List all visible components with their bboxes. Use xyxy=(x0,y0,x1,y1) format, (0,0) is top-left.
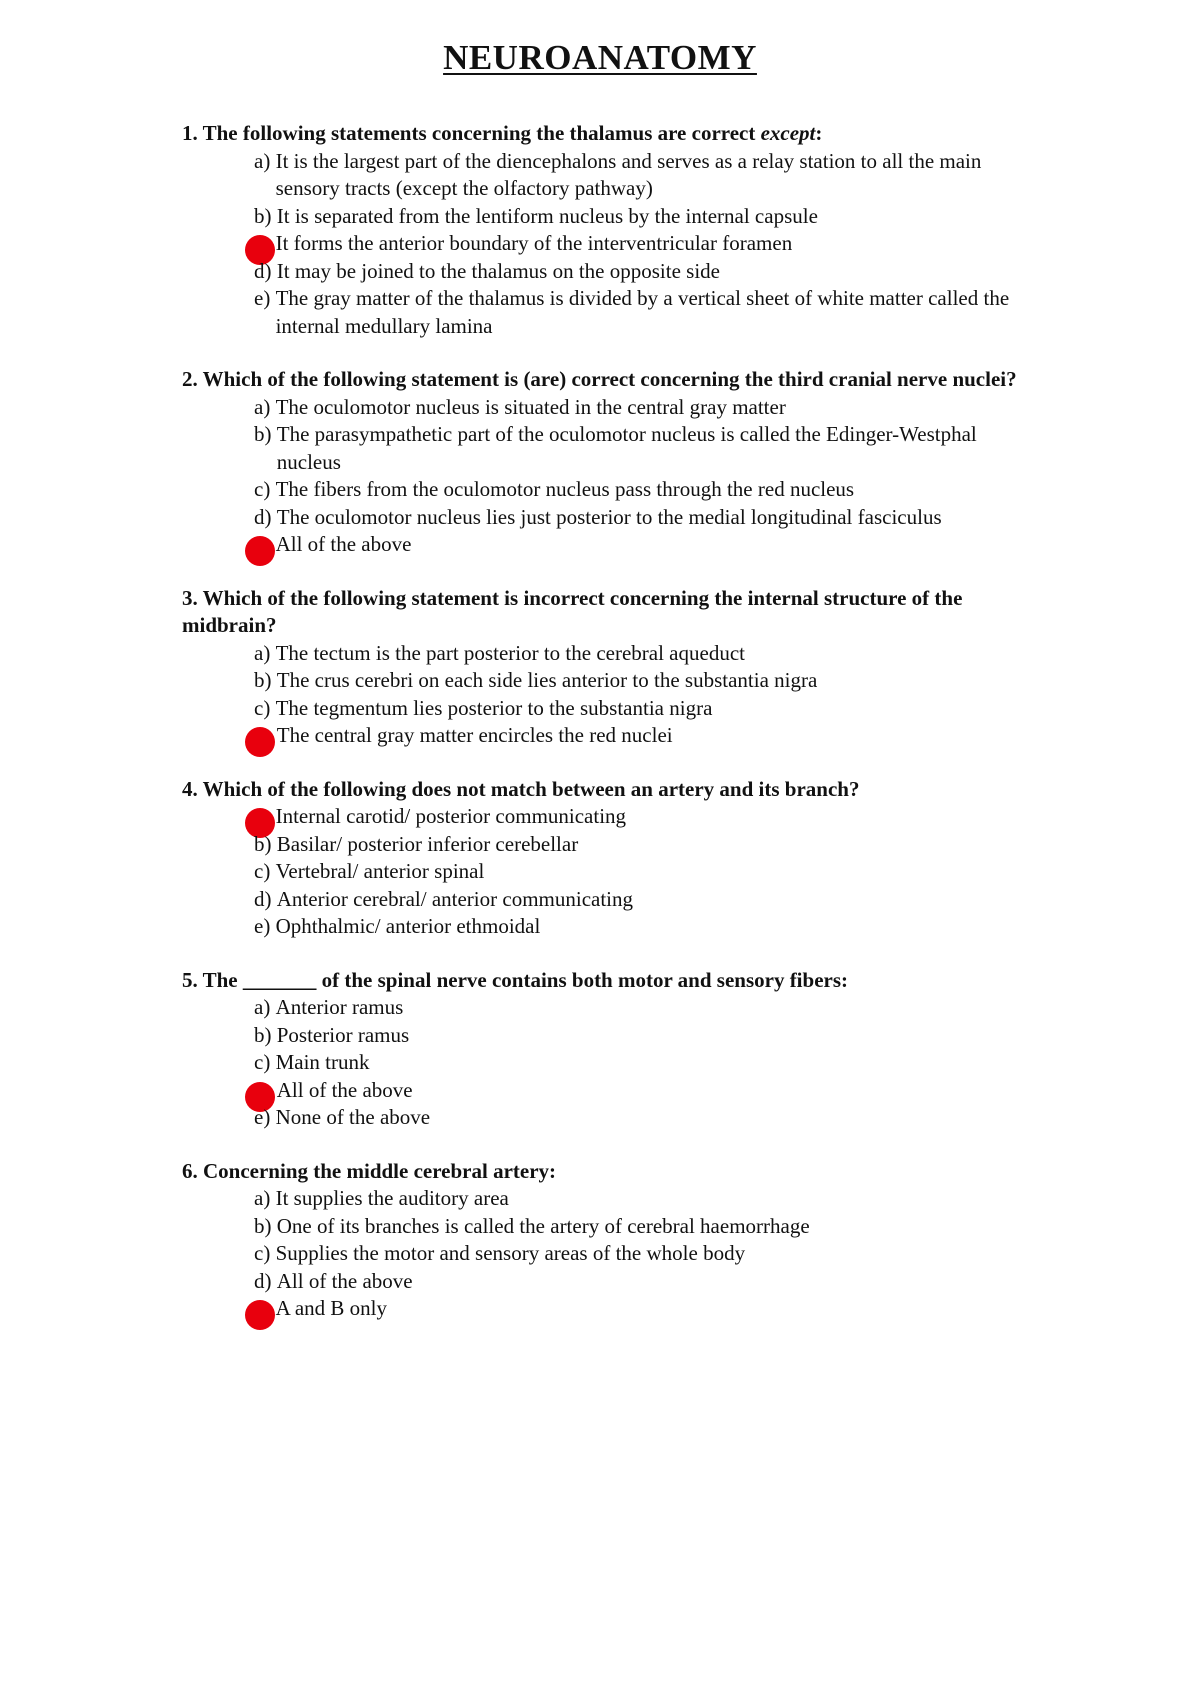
question-stem xyxy=(182,1158,1042,1186)
option-2 xyxy=(254,1022,1024,1050)
option-text: Supplies the motor and sensory areas of the whole body xyxy=(275,1241,746,1265)
question-text: Which of the following does not match between an artery and its branch? xyxy=(202,776,860,801)
option-text: It supplies the auditory area xyxy=(275,1186,509,1210)
question-stem xyxy=(182,967,1042,995)
option-list xyxy=(0,1185,1200,1323)
option-letter: c) xyxy=(254,477,271,501)
option-3 xyxy=(254,230,1024,258)
option-letter: c) xyxy=(254,695,271,720)
option-letter: c) xyxy=(254,1050,271,1074)
option-4 xyxy=(254,1077,1024,1105)
question-stem xyxy=(182,585,1042,640)
option-text: Posterior ramus xyxy=(276,1022,410,1047)
option-4 xyxy=(254,258,1024,286)
option-letter: b) xyxy=(254,831,272,856)
option-list xyxy=(0,148,1200,341)
option-letter: e) xyxy=(254,914,271,938)
option-letter: a) xyxy=(254,148,271,173)
option-text: It may be joined to the thalamus on the opposite side xyxy=(276,258,720,283)
option-2 xyxy=(254,667,1024,695)
option-text: Vertebral/ anterior spinal xyxy=(275,859,485,883)
option-text: Anterior cerebral/ anterior communicating xyxy=(276,886,634,911)
question-text: The following statements concerning the thalamus are correct xyxy=(202,121,756,145)
option-3 xyxy=(254,1049,1024,1077)
option-letter: a) xyxy=(254,1186,271,1210)
option-letter: b) xyxy=(254,422,272,446)
option-text: All of the above xyxy=(276,1268,413,1293)
question-3 xyxy=(0,585,1200,750)
option-letter: d) xyxy=(254,886,272,911)
question-stem xyxy=(182,776,1042,804)
option-list xyxy=(0,994,1200,1132)
answer-marker-dot xyxy=(245,536,275,566)
option-letter: d) xyxy=(254,258,272,283)
option-2 xyxy=(254,203,1024,231)
option-5 xyxy=(254,913,1024,941)
option-text: The oculomotor nucleus lies just posterior to the medial longitudinal fasciculus xyxy=(276,504,942,529)
answer-marker-dot xyxy=(245,727,275,757)
question-number: 6. xyxy=(182,1158,198,1183)
option-text: All of the above xyxy=(275,532,412,556)
question-text: The _______ of the spinal nerve contains both motor and sensory fibers: xyxy=(202,967,849,992)
option-text: All of the above xyxy=(276,1077,413,1102)
option-1 xyxy=(254,1185,1024,1213)
question-6 xyxy=(0,1158,1200,1323)
question-text: Which of the following statement is incorrect concerning the internal structure of the midbrain? xyxy=(182,585,963,637)
question-number: 1. xyxy=(182,121,198,145)
question-4 xyxy=(0,776,1200,941)
question-suffix: : xyxy=(549,1158,557,1183)
option-text: The oculomotor nucleus is situated in the central gray matter xyxy=(275,394,786,419)
option-letter: e) xyxy=(254,1105,271,1129)
option-text: The crus cerebri on each side lies anterior to the substantia nigra xyxy=(276,668,818,692)
question-text: Concerning the middle cerebral artery xyxy=(203,1158,550,1183)
option-text: None of the above xyxy=(275,1105,431,1129)
option-text: The tectum is the part posterior to the cerebral aqueduct xyxy=(275,640,745,665)
question-number: 5. xyxy=(182,967,198,992)
option-5 xyxy=(254,531,1024,559)
option-2 xyxy=(254,1213,1024,1241)
option-letter: b) xyxy=(254,668,272,692)
option-text: It is the largest part of the diencephalons and serves as a relay station to all the main sensory tracts (except the olfactory pathway) xyxy=(275,148,982,200)
option-text: The parasympathetic part of the oculomotor nucleus is called the Edinger-Westphal nucleus xyxy=(276,422,977,474)
option-5 xyxy=(254,1104,1024,1132)
option-letter: d) xyxy=(254,504,272,529)
question-suffix: : xyxy=(815,121,823,145)
question-stem xyxy=(182,120,1042,148)
option-letter: c) xyxy=(254,859,271,883)
option-letter: c) xyxy=(254,1241,271,1265)
answer-marker-dot xyxy=(245,1300,275,1330)
question-emphasis: except xyxy=(760,121,816,145)
option-1 xyxy=(254,394,1024,422)
question-number: 3. xyxy=(182,585,198,610)
option-2 xyxy=(254,831,1024,859)
option-text: The gray matter of the thalamus is divided by a vertical sheet of white matter called the internal medullary lamina xyxy=(275,286,1010,338)
option-text: A and B only xyxy=(275,1296,387,1320)
option-text: One of its branches is called the artery of cerebral haemorrhage xyxy=(276,1213,810,1238)
question-stem xyxy=(182,366,1042,394)
option-4 xyxy=(254,504,1024,532)
option-1 xyxy=(254,640,1024,668)
option-letter: a) xyxy=(254,995,271,1019)
option-2 xyxy=(254,421,1024,476)
option-3 xyxy=(254,695,1024,723)
option-text: It forms the anterior boundary of the interventricular foramen xyxy=(275,231,793,255)
option-text: The tegmentum lies posterior to the substantia nigra xyxy=(275,695,713,720)
document-title: NEUROANATOMY xyxy=(443,38,757,77)
option-letter: a) xyxy=(254,640,271,665)
option-letter: b) xyxy=(254,1213,272,1238)
question-5 xyxy=(0,967,1200,1132)
option-1 xyxy=(254,803,1024,831)
question-number: 2. xyxy=(182,367,198,391)
option-3 xyxy=(254,858,1024,886)
option-list xyxy=(0,394,1200,559)
option-text: Ophthalmic/ anterior ethmoidal xyxy=(275,914,541,938)
option-1 xyxy=(254,148,1024,203)
option-letter: a) xyxy=(254,394,271,419)
option-4 xyxy=(254,886,1024,914)
option-text: Anterior ramus xyxy=(275,995,404,1019)
question-number: 4. xyxy=(182,776,198,801)
option-text: Internal carotid/ posterior communicating xyxy=(275,804,627,828)
option-letter: d) xyxy=(254,1268,272,1293)
option-letter: b) xyxy=(254,203,272,228)
option-4 xyxy=(254,722,1024,750)
option-3 xyxy=(254,1240,1024,1268)
question-1 xyxy=(0,120,1200,340)
option-text: The central gray matter encircles the red nuclei xyxy=(276,723,673,747)
option-list xyxy=(0,640,1200,750)
option-letter: e) xyxy=(254,286,271,310)
option-text: Basilar/ posterior inferior cerebellar xyxy=(276,831,579,856)
option-text: Main trunk xyxy=(275,1050,370,1074)
option-text: It is separated from the lentiform nucleus by the internal capsule xyxy=(276,203,818,228)
option-3 xyxy=(254,476,1024,504)
option-letter: b) xyxy=(254,1022,272,1047)
option-5 xyxy=(254,285,1024,340)
option-text: The fibers from the oculomotor nucleus pass through the red nucleus xyxy=(275,477,855,501)
option-5 xyxy=(254,1295,1024,1323)
question-2 xyxy=(0,366,1200,559)
question-list xyxy=(0,120,1200,1349)
question-text: Which of the following statement is (are) correct concerning the third cranial nerve nuclei? xyxy=(202,367,1017,391)
option-4 xyxy=(254,1268,1024,1296)
option-1 xyxy=(254,994,1024,1022)
option-list xyxy=(0,803,1200,941)
